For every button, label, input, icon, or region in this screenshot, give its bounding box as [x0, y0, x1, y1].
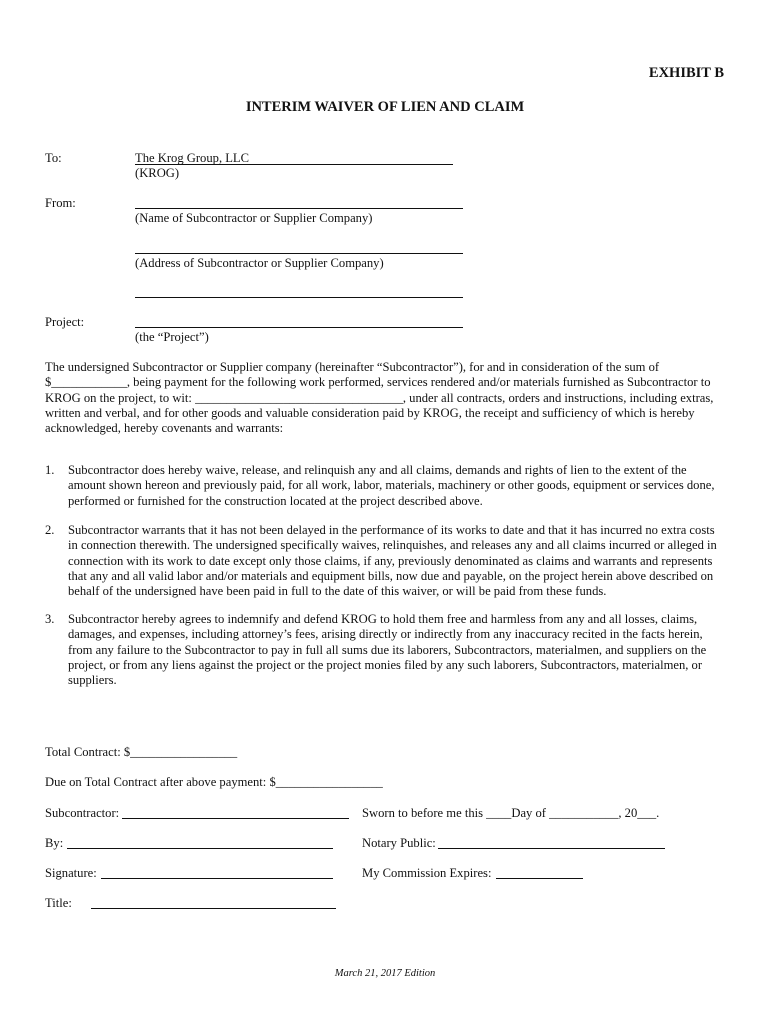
intro-line: The undersigned Subcontractor or Supplier company (hereinafter “Subcontractor”), for and in consideration of the sum of [45, 360, 660, 374]
to-underline [135, 164, 453, 165]
item-number: 3. [45, 612, 55, 626]
due-contract-label: Due on Total Contract after above payment: $ [45, 775, 276, 789]
item-line: that any and all valid labor and/or materials and equipment bills, now due and payable, on the project herein above described on [68, 568, 714, 583]
item-line: project, or from any liens against the project or the project monies filed by any such laborers, Subcontractors, materialmen, or [68, 657, 703, 672]
intro-line: KROG on the project, to wit: _________________________________, under all contracts, orders and instructions, including extras, [45, 390, 714, 405]
subcontractor-address-caption: (Address of Subcontractor or Supplier Company) [135, 256, 384, 270]
by-line[interactable] [67, 848, 333, 849]
item-line: Subcontractor hereby agrees to indemnify and defend KROG to hold them free and harmless from any and all losses, claims, [68, 612, 698, 626]
notary-line[interactable] [438, 848, 665, 849]
subcontractor-name-line[interactable] [135, 208, 463, 209]
item-line: in connection therewith. The undersigned specifically waives, relinquishes, and releases any and all claims incurred or alleged in [68, 538, 717, 553]
intro-line: acknowledged, hereby covenants and warrants: [45, 421, 284, 436]
signature-line[interactable] [101, 878, 333, 879]
item-line: amount shown hereon and previously paid, for all work, labor, materials, machinery or other goods, equipment or services done, [68, 478, 715, 493]
total-contract-blank[interactable]: _________________ [130, 745, 238, 759]
by-label: By: [45, 836, 64, 850]
item-line: Subcontractor does hereby waive, release, and relinquish any and all claims, demands and rights of lien to the extent of the [68, 463, 687, 477]
sworn-statement[interactable]: Sworn to before me this ____Day of ___________, 20___. [362, 806, 660, 820]
amount-blank[interactable]: $____________ [45, 375, 127, 390]
intro-line: written and verbal, and for other goods and valuable consideration paid by KROG, the receipt and sufficiency of which is hereby [45, 405, 695, 420]
to-company-name: The Krog Group, LLC [135, 151, 250, 165]
list-item [45, 463, 719, 509]
item-line: connection with its work to date except only those claims, if any, previously denominated as claims and warrants and represents [68, 553, 713, 568]
list-item [45, 612, 719, 688]
to-label: To: [45, 151, 62, 165]
intro-line: $____________, being payment for the following work performed, services rendered and/or materials furnished as Subcontractor to [45, 375, 711, 390]
from-label: From: [45, 196, 76, 210]
project-line[interactable] [135, 327, 463, 328]
intro-paragraph [45, 360, 717, 436]
item-number: 2. [45, 523, 55, 537]
project-caption: (the “Project”) [135, 330, 209, 344]
work-description-blank[interactable]: _________________________________ [195, 390, 403, 405]
subcontractor-address-line[interactable] [135, 253, 463, 254]
commission-label: My Commission Expires: [362, 866, 492, 880]
signature-label: Signature: [45, 866, 97, 880]
to-short-name: (KROG) [135, 166, 180, 180]
due-contract-blank[interactable]: _________________ [275, 775, 383, 789]
due-contract-field [45, 775, 383, 790]
item-line: suppliers. [68, 673, 117, 688]
item-line: damages, and expenses, including attorney’s fees, arising directly or indirectly from any inaccuracy recited in the facts herein, [68, 627, 703, 642]
document-title: INTERIM WAIVER OF LIEN AND CLAIM [245, 99, 525, 115]
subcontractor-address-line-2[interactable] [135, 297, 463, 298]
notary-label: Notary Public: [362, 836, 436, 850]
item-number: 1. [45, 463, 55, 477]
item-line: Subcontractor warrants that it has not been delayed in the performance of its works to date and that it has incurred no extra costs [68, 523, 715, 537]
subcontractor-label: Subcontractor: [45, 806, 120, 820]
subcontractor-signature-line[interactable] [122, 818, 349, 819]
item-line: behalf of the undersigned have been paid in full to the date of this waiver, or will be paid from these funds. [68, 584, 607, 599]
edition-footer: March 21, 2017 Edition [334, 968, 436, 979]
list-item [45, 523, 719, 599]
exhibit-label: EXHIBIT B [648, 65, 724, 81]
item-line: performed or furnished for the construction located at the project described above. [68, 493, 483, 508]
commission-line[interactable] [496, 878, 583, 879]
item-line: from any failure to the Subcontractor to pay in full all sums due its laborers, Subcontractors, materialmen, and suppliers on the [68, 642, 707, 657]
title-line[interactable] [91, 908, 336, 909]
subcontractor-name-caption: (Name of Subcontractor or Supplier Company) [135, 211, 373, 225]
total-contract-label: Total Contract: $ [45, 745, 131, 759]
total-contract-field [45, 745, 237, 760]
title-label: Title: [45, 896, 72, 910]
project-label: Project: [45, 315, 85, 329]
